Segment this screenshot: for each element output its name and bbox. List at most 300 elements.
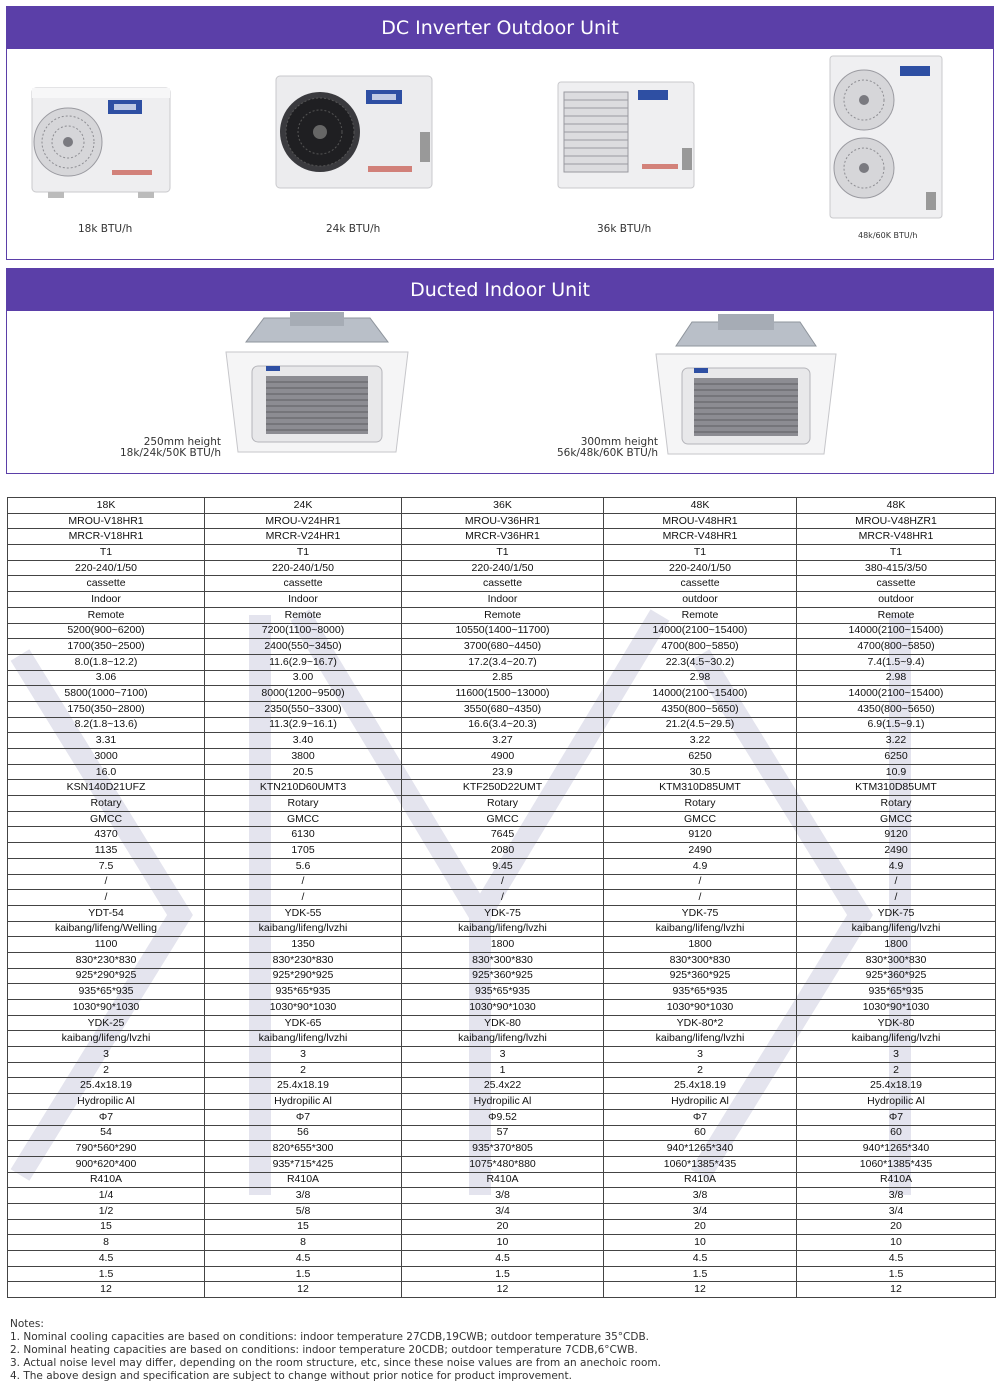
spec-table: [7, 497, 996, 1298]
table-row: [8, 1047, 996, 1063]
table-cell: /: [797, 874, 996, 890]
table-cell: MROU-V24HR1: [205, 513, 402, 529]
table-row: [8, 1031, 996, 1047]
table-cell: T1: [205, 545, 402, 561]
table-cell: 22.3(4.5~30.2): [604, 654, 797, 670]
table-row: [8, 654, 996, 670]
table-cell: kaibang/lifeng/lvzhi: [797, 921, 996, 937]
indoor-caption-300mm-capacity: 56k/48k/60K BTU/h: [556, 447, 658, 459]
table-cell: 1800: [402, 937, 604, 953]
table-cell: 11.6(2.9~16.7): [205, 654, 402, 670]
table-cell: 6250: [604, 749, 797, 765]
table-cell: Remote: [797, 607, 996, 623]
table-cell: 14000(2100~15400): [604, 686, 797, 702]
table-row: [8, 1266, 996, 1282]
table-cell: 940*1265*340: [604, 1141, 797, 1157]
table-cell: 3/8: [797, 1188, 996, 1204]
table-cell: 4.9: [797, 858, 996, 874]
table-row: [8, 1282, 996, 1298]
table-row: [8, 686, 996, 702]
table-cell: 23.9: [402, 764, 604, 780]
table-cell: kaibang/lifeng/lvzhi: [205, 921, 402, 937]
table-cell: outdoor: [797, 592, 996, 608]
table-cell: 16.0: [8, 764, 205, 780]
table-cell: 2400(550~3450): [205, 639, 402, 655]
table-cell: 5/8: [205, 1203, 402, 1219]
table-cell: YDK-65: [205, 1015, 402, 1031]
table-cell: 12: [8, 1282, 205, 1298]
table-cell: 14000(2100~15400): [797, 623, 996, 639]
table-cell: 2.98: [797, 670, 996, 686]
table-cell: 4350(800~5650): [604, 701, 797, 717]
table-cell: 1030*90*1030: [205, 1000, 402, 1016]
table-cell: 820*655*300: [205, 1141, 402, 1157]
notes-heading: Notes:: [10, 1318, 44, 1330]
table-cell: 1.5: [8, 1266, 205, 1282]
table-row: [8, 858, 996, 874]
table-row: [8, 1109, 996, 1125]
table-row: [8, 529, 996, 545]
table-row: [8, 701, 996, 717]
table-cell: 830*300*830: [402, 952, 604, 968]
table-cell: 57: [402, 1125, 604, 1141]
table-cell: 935*715*425: [205, 1156, 402, 1172]
indoor-unit-250mm-image: [220, 312, 414, 456]
table-cell: KTN210D60UMT3: [205, 780, 402, 796]
table-row: [8, 780, 996, 796]
table-cell: kaibang/lifeng/lvzhi: [604, 1031, 797, 1047]
table-cell: kaibang/lifeng/lvzhi: [402, 921, 604, 937]
table-cell: 2: [604, 1062, 797, 1078]
table-cell: 1.5: [604, 1266, 797, 1282]
indoor-caption-300mm-height: 300mm height: [580, 436, 658, 448]
table-cell: 20: [797, 1219, 996, 1235]
table-cell: 2490: [604, 843, 797, 859]
table-row: [8, 498, 996, 514]
table-cell: 935*65*935: [604, 984, 797, 1000]
table-cell: YDK-80*2: [604, 1015, 797, 1031]
table-cell: 7.5: [8, 858, 205, 874]
table-cell: 3.27: [402, 733, 604, 749]
table-cell: 3/4: [402, 1203, 604, 1219]
table-row: [8, 874, 996, 890]
table-row: [8, 1000, 996, 1016]
table-cell: 15: [205, 1219, 402, 1235]
table-cell: 3/8: [205, 1188, 402, 1204]
table-cell: /: [8, 890, 205, 906]
table-cell: 900*620*400: [8, 1156, 205, 1172]
table-cell: 1/4: [8, 1188, 205, 1204]
table-row: [8, 717, 996, 733]
table-cell: 1750(350~2800): [8, 701, 205, 717]
table-row: [8, 560, 996, 576]
table-row: [8, 623, 996, 639]
outdoor-caption-18k: 18k BTU/h: [78, 223, 133, 235]
table-cell: 12: [402, 1282, 604, 1298]
table-cell: 1030*90*1030: [402, 1000, 604, 1016]
table-row: [8, 1251, 996, 1267]
table-row: [8, 811, 996, 827]
table-cell: Remote: [205, 607, 402, 623]
note-item: 1. Nominal cooling capacities are based on conditions: indoor temperature 27CDB,19CWB; outdoor temperature 35°CDB.: [10, 1331, 650, 1343]
table-cell: 3.22: [797, 733, 996, 749]
table-cell: 935*65*935: [402, 984, 604, 1000]
table-row: [8, 1125, 996, 1141]
table-cell: kaibang/lifeng/lvzhi: [205, 1031, 402, 1047]
table-row: [8, 843, 996, 859]
table-row: [8, 937, 996, 953]
table-cell: 925*290*925: [8, 968, 205, 984]
table-cell: 1060*1385*435: [604, 1156, 797, 1172]
table-cell: 9120: [797, 827, 996, 843]
table-cell: 48K: [797, 498, 996, 514]
table-cell: /: [797, 890, 996, 906]
table-cell: 1/2: [8, 1203, 205, 1219]
table-cell: 60: [797, 1125, 996, 1141]
table-cell: 48K: [604, 498, 797, 514]
table-cell: 940*1265*340: [797, 1141, 996, 1157]
table-cell: 3: [402, 1047, 604, 1063]
table-cell: R410A: [402, 1172, 604, 1188]
table-cell: R410A: [8, 1172, 205, 1188]
table-cell: 6.9(1.5~9.1): [797, 717, 996, 733]
table-cell: kaibang/lifeng/lvzhi: [402, 1031, 604, 1047]
table-cell: GMCC: [402, 811, 604, 827]
table-cell: YDT-54: [8, 905, 205, 921]
table-cell: Hydropilic Al: [402, 1094, 604, 1110]
table-cell: 380-415/3/50: [797, 560, 996, 576]
table-cell: GMCC: [604, 811, 797, 827]
table-cell: 20.5: [205, 764, 402, 780]
table-cell: T1: [402, 545, 604, 561]
table-cell: 25.4x18.19: [797, 1078, 996, 1094]
table-cell: 24K: [205, 498, 402, 514]
table-cell: 12: [797, 1282, 996, 1298]
note-item: 2. Nominal heating capacities are based on conditions: indoor temperature 20CDB; outdoor temperature 7CDB,6°CWB.: [10, 1344, 638, 1356]
table-cell: KTF250D22UMT: [402, 780, 604, 796]
table-cell: 935*65*935: [8, 984, 205, 1000]
table-cell: 935*370*805: [402, 1141, 604, 1157]
table-cell: 10: [402, 1235, 604, 1251]
table-cell: 8000(1200~9500): [205, 686, 402, 702]
table-cell: Indoor: [402, 592, 604, 608]
table-cell: MRCR-V24HR1: [205, 529, 402, 545]
table-cell: Φ9.52: [402, 1109, 604, 1125]
table-cell: 1.5: [205, 1266, 402, 1282]
table-row: [8, 1172, 996, 1188]
table-cell: 3: [604, 1047, 797, 1063]
table-cell: 2350(550~3300): [205, 701, 402, 717]
table-cell: 1: [402, 1062, 604, 1078]
table-cell: 10550(1400~11700): [402, 623, 604, 639]
outdoor-unit-36k-image: [554, 78, 702, 196]
outdoor-caption-36k: 36k BTU/h: [597, 223, 652, 235]
table-cell: Indoor: [8, 592, 205, 608]
table-row: [8, 1094, 996, 1110]
table-cell: cassette: [402, 576, 604, 592]
table-cell: YDK-75: [604, 905, 797, 921]
table-cell: MROU-V18HR1: [8, 513, 205, 529]
table-row: [8, 749, 996, 765]
table-cell: 11.3(2.9~16.1): [205, 717, 402, 733]
table-cell: 830*300*830: [604, 952, 797, 968]
outdoor-unit-18k-image: [28, 82, 178, 200]
table-row: [8, 984, 996, 1000]
table-cell: cassette: [604, 576, 797, 592]
indoor-caption-250mm: [100, 437, 221, 459]
table-row: [8, 921, 996, 937]
table-cell: 11600(1500~13000): [402, 686, 604, 702]
table-cell: 1705: [205, 843, 402, 859]
table-cell: 3/4: [604, 1203, 797, 1219]
table-cell: cassette: [797, 576, 996, 592]
table-cell: 30.5: [604, 764, 797, 780]
table-cell: YDK-25: [8, 1015, 205, 1031]
table-cell: 6130: [205, 827, 402, 843]
table-cell: GMCC: [797, 811, 996, 827]
table-row: [8, 670, 996, 686]
table-cell: 25.4x18.19: [8, 1078, 205, 1094]
table-cell: KSN140D21UFZ: [8, 780, 205, 796]
table-cell: /: [604, 890, 797, 906]
table-cell: KTM310D85UMT: [604, 780, 797, 796]
table-cell: 1030*90*1030: [797, 1000, 996, 1016]
table-cell: 935*65*935: [797, 984, 996, 1000]
table-row: [8, 733, 996, 749]
table-cell: 1.5: [402, 1266, 604, 1282]
table-cell: 220-240/1/50: [8, 560, 205, 576]
table-cell: /: [604, 874, 797, 890]
table-cell: 220-240/1/50: [604, 560, 797, 576]
table-row: [8, 1203, 996, 1219]
table-cell: 1800: [797, 937, 996, 953]
table-cell: 12: [205, 1282, 402, 1298]
table-cell: 10: [604, 1235, 797, 1251]
indoor-caption-300mm: [530, 437, 658, 459]
table-cell: MRCR-V48HR1: [797, 529, 996, 545]
table-cell: 2.98: [604, 670, 797, 686]
table-cell: 4.5: [8, 1251, 205, 1267]
table-cell: 925*290*925: [205, 968, 402, 984]
table-cell: YDK-55: [205, 905, 402, 921]
table-row: [8, 827, 996, 843]
table-cell: /: [402, 874, 604, 890]
table-cell: Hydropilic Al: [604, 1094, 797, 1110]
table-cell: 830*300*830: [797, 952, 996, 968]
table-cell: 3.06: [8, 670, 205, 686]
table-cell: 7645: [402, 827, 604, 843]
table-cell: YDK-75: [402, 905, 604, 921]
table-cell: 20: [604, 1219, 797, 1235]
table-cell: 3.00: [205, 670, 402, 686]
table-cell: MRCR-V18HR1: [8, 529, 205, 545]
table-row: [8, 968, 996, 984]
table-cell: 3550(680~4350): [402, 701, 604, 717]
table-cell: /: [8, 874, 205, 890]
table-row: [8, 1078, 996, 1094]
table-cell: GMCC: [205, 811, 402, 827]
table-cell: Hydropilic Al: [8, 1094, 205, 1110]
table-cell: R410A: [797, 1172, 996, 1188]
table-cell: R410A: [205, 1172, 402, 1188]
table-cell: kaibang/lifeng/lvzhi: [604, 921, 797, 937]
table-cell: 4700(800~5850): [797, 639, 996, 655]
table-cell: 12: [604, 1282, 797, 1298]
table-cell: Rotary: [205, 796, 402, 812]
table-cell: 2490: [797, 843, 996, 859]
table-cell: 8.0(1.8~12.2): [8, 654, 205, 670]
table-cell: 5800(1000~7100): [8, 686, 205, 702]
table-cell: 5200(900~6200): [8, 623, 205, 639]
table-cell: 935*65*935: [205, 984, 402, 1000]
table-cell: 25.4x18.19: [604, 1078, 797, 1094]
table-cell: 4.5: [604, 1251, 797, 1267]
table-cell: 4.5: [205, 1251, 402, 1267]
table-cell: 4.9: [604, 858, 797, 874]
table-cell: cassette: [205, 576, 402, 592]
table-cell: 4900: [402, 749, 604, 765]
table-cell: 2: [797, 1062, 996, 1078]
table-cell: 3800: [205, 749, 402, 765]
table-cell: 925*360*925: [797, 968, 996, 984]
outdoor-unit-48k-60k-image: [822, 52, 952, 226]
table-cell: 2: [205, 1062, 402, 1078]
table-cell: 10: [797, 1235, 996, 1251]
table-cell: 1700(350~2500): [8, 639, 205, 655]
table-cell: T1: [797, 545, 996, 561]
table-cell: 20: [402, 1219, 604, 1235]
table-cell: 1350: [205, 937, 402, 953]
table-cell: /: [205, 890, 402, 906]
table-cell: 60: [604, 1125, 797, 1141]
table-cell: Φ7: [205, 1109, 402, 1125]
notes: [10, 1318, 661, 1383]
table-cell: 25.4x18.19: [205, 1078, 402, 1094]
table-cell: Φ7: [8, 1109, 205, 1125]
table-row: [8, 1188, 996, 1204]
table-cell: 3.22: [604, 733, 797, 749]
table-cell: 1135: [8, 843, 205, 859]
table-cell: 1075*480*880: [402, 1156, 604, 1172]
table-row: [8, 764, 996, 780]
table-cell: Rotary: [797, 796, 996, 812]
note-item: 4. The above design and specification are subject to change without prior notice for product improvement.: [10, 1370, 572, 1382]
table-row: [8, 1156, 996, 1172]
table-cell: 9120: [604, 827, 797, 843]
table-cell: 17.2(3.4~20.7): [402, 654, 604, 670]
table-cell: MRCR-V48HR1: [604, 529, 797, 545]
table-cell: Remote: [402, 607, 604, 623]
note-item: 3. Actual noise level may differ, depending on the room structure, etc, since these noise values are from an anechoic room.: [10, 1357, 661, 1369]
table-cell: cassette: [8, 576, 205, 592]
table-cell: 3.31: [8, 733, 205, 749]
table-cell: 830*230*830: [8, 952, 205, 968]
table-cell: 4700(800~5850): [604, 639, 797, 655]
table-cell: Φ7: [604, 1109, 797, 1125]
table-cell: Remote: [604, 607, 797, 623]
outdoor-caption-24k: 24k BTU/h: [326, 223, 381, 235]
table-cell: Hydropilic Al: [205, 1094, 402, 1110]
table-cell: 1800: [604, 937, 797, 953]
table-cell: 830*230*830: [205, 952, 402, 968]
table-row: [8, 796, 996, 812]
table-cell: 3700(680~4450): [402, 639, 604, 655]
table-row: [8, 952, 996, 968]
table-cell: 54: [8, 1125, 205, 1141]
table-cell: 16.6(3.4~20.3): [402, 717, 604, 733]
table-cell: T1: [8, 545, 205, 561]
table-cell: /: [205, 874, 402, 890]
table-cell: /: [402, 890, 604, 906]
outdoor-unit-24k-image: [270, 72, 440, 194]
table-cell: 3: [8, 1047, 205, 1063]
table-row: [8, 639, 996, 655]
table-cell: R410A: [604, 1172, 797, 1188]
outdoor-title: DC Inverter Outdoor Unit: [7, 7, 993, 49]
table-cell: MROU-V36HR1: [402, 513, 604, 529]
table-cell: 56: [205, 1125, 402, 1141]
outdoor-caption-48k-60k: 48k/60K BTU/h: [858, 231, 918, 240]
table-cell: outdoor: [604, 592, 797, 608]
table-cell: 3: [797, 1047, 996, 1063]
table-cell: Rotary: [402, 796, 604, 812]
table-row: [8, 1141, 996, 1157]
table-cell: MROU-V48HZR1: [797, 513, 996, 529]
table-cell: 18K: [8, 498, 205, 514]
table-row: [8, 1219, 996, 1235]
table-cell: 3.40: [205, 733, 402, 749]
table-cell: MRCR-V36HR1: [402, 529, 604, 545]
table-row: [8, 607, 996, 623]
table-cell: MROU-V48HR1: [604, 513, 797, 529]
table-cell: 925*360*925: [402, 968, 604, 984]
table-cell: 1060*1385*435: [797, 1156, 996, 1172]
table-cell: 1030*90*1030: [604, 1000, 797, 1016]
table-cell: 4350(800~5650): [797, 701, 996, 717]
table-cell: 10.9: [797, 764, 996, 780]
table-cell: 4.5: [402, 1251, 604, 1267]
table-cell: 1.5: [797, 1266, 996, 1282]
table-cell: Hydropilic Al: [797, 1094, 996, 1110]
table-cell: 1100: [8, 937, 205, 953]
table-cell: 3: [205, 1047, 402, 1063]
indoor-caption-250mm-height: 250mm height: [143, 436, 221, 448]
table-cell: 6250: [797, 749, 996, 765]
table-row: [8, 1015, 996, 1031]
table-cell: 3/8: [604, 1188, 797, 1204]
table-cell: 2: [8, 1062, 205, 1078]
table-cell: 7.4(1.5~9.4): [797, 654, 996, 670]
table-cell: 3/4: [797, 1203, 996, 1219]
indoor-unit-300mm-image: [650, 314, 842, 458]
table-cell: T1: [604, 545, 797, 561]
table-cell: kaibang/lifeng/Welling: [8, 921, 205, 937]
table-cell: 9.45: [402, 858, 604, 874]
table-cell: 3/8: [402, 1188, 604, 1204]
table-cell: 2.85: [402, 670, 604, 686]
table-cell: 790*560*290: [8, 1141, 205, 1157]
table-cell: 14000(2100~15400): [797, 686, 996, 702]
table-row: [8, 1235, 996, 1251]
table-cell: 4370: [8, 827, 205, 843]
table-cell: 7200(1100~8000): [205, 623, 402, 639]
table-cell: 14000(2100~15400): [604, 623, 797, 639]
table-row: [8, 513, 996, 529]
table-cell: YDK-75: [797, 905, 996, 921]
indoor-title: Ducted Indoor Unit: [7, 269, 993, 311]
table-row: [8, 545, 996, 561]
table-cell: 8: [8, 1235, 205, 1251]
